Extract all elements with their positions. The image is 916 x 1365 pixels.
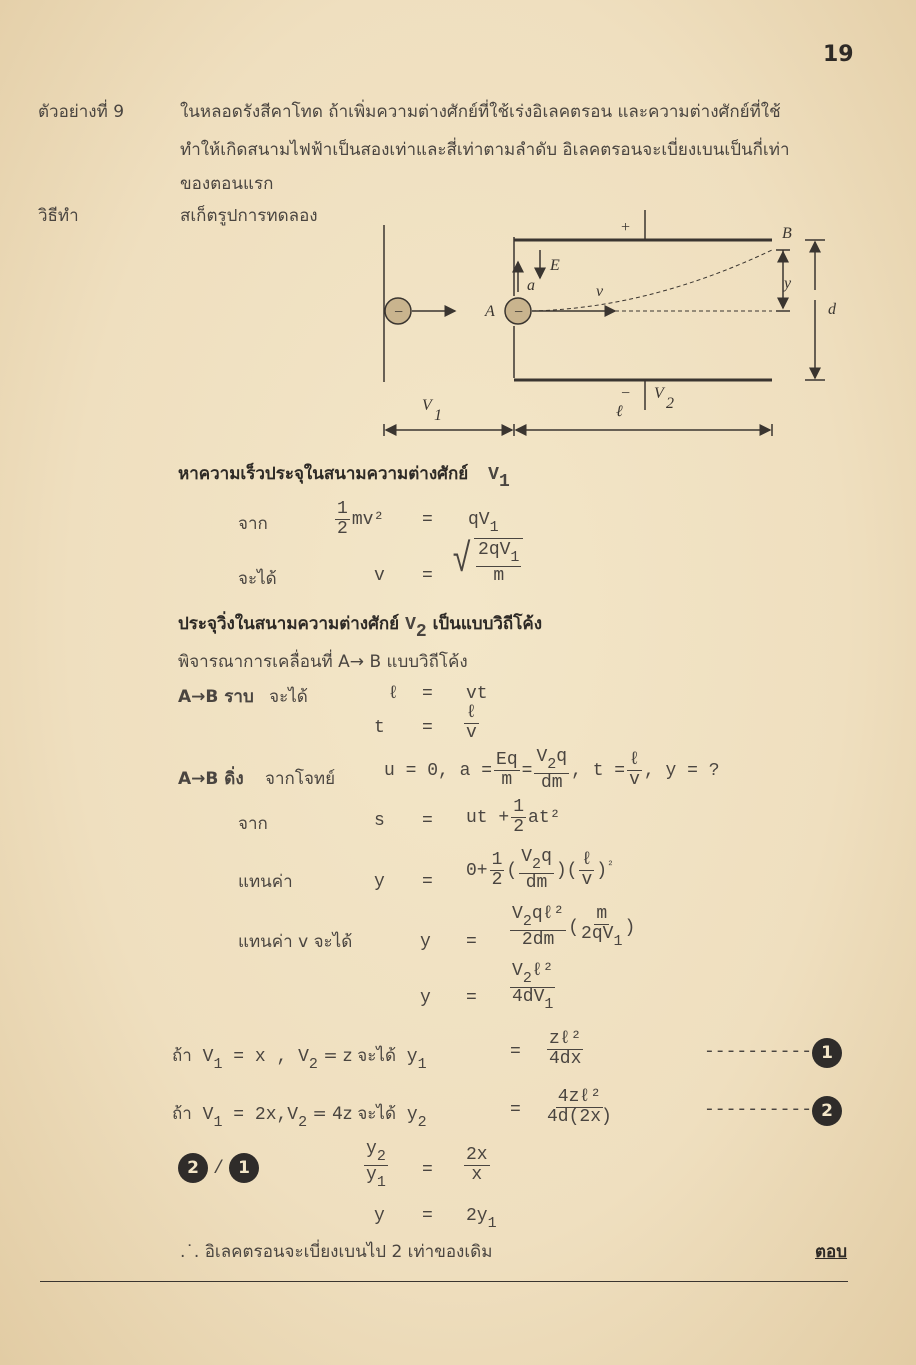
- kin-half-d: 2: [513, 816, 525, 837]
- text-fragment: [362, 1140, 390, 1191]
- diagram-V1-sub: 1: [434, 407, 442, 424]
- text-fragment: [534, 748, 569, 774]
- diagram-V2: V: [654, 385, 664, 402]
- sub1-fn: V: [521, 847, 533, 867]
- res-ds: 1: [544, 995, 554, 1013]
- horizontal-get: จะได้: [269, 687, 308, 707]
- text-fragment: [466, 798, 560, 837]
- ratio-lds: 1: [376, 1173, 386, 1191]
- text-fragment: [335, 500, 350, 539]
- case-2: [172, 1100, 427, 1131]
- text-fragment: [547, 1088, 612, 1127]
- kin-at: at²: [528, 808, 561, 829]
- text-fragment: [364, 1140, 388, 1166]
- page-number: 19: [823, 42, 854, 67]
- sub2-y: y: [420, 932, 431, 952]
- step1-eq1-lhs-rest: mv²: [351, 510, 385, 531]
- sub2-mn: m: [596, 904, 608, 924]
- vertical-tail: , y = ?: [643, 761, 720, 782]
- res-ns: 2: [522, 970, 532, 987]
- consider-line: พิจารณาการเคลื่อนที่ A→ B แบบวิถีโค้ง: [178, 652, 468, 672]
- text-fragment: [476, 541, 521, 567]
- sub1-y: y: [374, 872, 385, 892]
- text-fragment: [464, 1146, 490, 1185]
- text-fragment: [462, 704, 481, 743]
- ratio-slash: /: [213, 1159, 224, 1179]
- step1-eq: =: [510, 1100, 521, 1120]
- step2-heading-var: V: [405, 615, 416, 635]
- text-fragment: [510, 962, 555, 1013]
- step1-heading-sub: 1: [498, 472, 510, 492]
- step2-heading: ประจุวิ่งในสนามความต่างศักย์: [178, 614, 400, 634]
- ratio-ld: y: [366, 1164, 377, 1185]
- diagram-minus: −: [620, 385, 631, 402]
- ratio-lns: 2: [376, 1148, 386, 1165]
- case2-end: = 4z จะได้: [307, 1104, 397, 1124]
- text-fragment: [534, 748, 569, 793]
- step1-eq: =: [422, 872, 433, 892]
- ratio-c2: 2: [178, 1153, 208, 1183]
- horizontal-vt: vt: [466, 684, 488, 704]
- solution-label: วิธีทำ: [38, 206, 79, 226]
- footer-rule: [40, 1281, 848, 1282]
- sketch-caption: สเก็ตรูปการทดลอง: [180, 206, 318, 226]
- vertical-given: u = 0, a = $\frac{Eq}{m}$ = $\frac{V_2q}{dm}$ , t = ℓ v , y = ?: [384, 747, 720, 793]
- case1-n: zℓ²: [549, 1029, 582, 1049]
- sub1-label: แทนค่า: [238, 872, 293, 892]
- case2-n: 4zℓ²: [557, 1087, 602, 1107]
- res-n: V: [512, 961, 523, 981]
- trajectory-curve: [532, 250, 772, 311]
- step1-heading: หาความเร็วประจุในสนามความต่างศักย์: [178, 464, 469, 484]
- vertical-f3d: v: [629, 769, 640, 790]
- step1-eq: =: [466, 988, 477, 1008]
- step1-eq2-den: m: [493, 565, 505, 586]
- case2-if: ถ้า: [172, 1104, 192, 1124]
- conclusion: .˙. อิเลคตรอนจะเบี่ยงเบนไป 2 เท่าของเดิม: [180, 1242, 493, 1262]
- vertical-f3n: ℓ: [629, 749, 640, 770]
- diagram-v: v: [596, 283, 604, 300]
- text-fragment: [519, 848, 554, 874]
- text-fragment: √: [452, 538, 472, 584]
- problem-line-2: ทำให้เกิดสนามไฟฟ้าเป็นสองเท่าและสี่เท่าตามลำดับ อิเลคตรอนจะเบี่ยงเบนเป็นกี่เท่า: [180, 140, 790, 160]
- horizontal-l: ℓ: [388, 684, 399, 704]
- sub2-n: V: [512, 904, 523, 924]
- case1-end: = z จะได้: [317, 1046, 396, 1066]
- ratio-r: 2y: [466, 1206, 488, 1226]
- ratio-label: [178, 1153, 259, 1183]
- step1-sub1: 1: [510, 549, 520, 566]
- vertical-label: A→B ดิ่ง: [178, 769, 244, 789]
- case2-dash: ----------: [704, 1100, 813, 1120]
- problem-line-1: ในหลอดรังสีคาโทด ถ้าเพิ่มความต่างศักย์ที่ใช้เร่งอิเลคตรอน และความต่างศักย์ที่ใช้: [180, 102, 781, 122]
- diagram-d: d: [828, 301, 836, 318]
- diagram-plus: +: [620, 219, 631, 236]
- text-fragment: [547, 1030, 583, 1069]
- diagram-E: E: [550, 257, 560, 274]
- case1-y: y: [406, 1047, 418, 1067]
- from-label: จาก: [238, 514, 268, 534]
- horizontal-t: t: [374, 718, 385, 738]
- diagram-charge: −: [393, 304, 404, 321]
- case-1: [172, 1042, 427, 1073]
- kin-from: จาก: [238, 814, 268, 834]
- sub2-mds: 1: [613, 932, 623, 950]
- sub1-ld: v: [581, 869, 593, 890]
- vertical-t: , t =: [571, 761, 626, 782]
- sub1-fq: q: [541, 847, 552, 867]
- text-fragment: [466, 1206, 497, 1232]
- sub2-md: 2qV: [581, 923, 614, 944]
- sub2-ns: 2: [522, 913, 532, 930]
- diagram-V2-sub: 2: [666, 395, 674, 412]
- sub1-half-n: 1: [491, 849, 503, 870]
- step1-heading-var: V: [488, 465, 499, 485]
- answer-label: ตอบ: [815, 1242, 848, 1262]
- step1-eq1-lhs-num: 1: [337, 499, 348, 519]
- text-fragment: [581, 925, 622, 950]
- text-fragment: [581, 905, 622, 950]
- case2-d: 4d(2x): [547, 1106, 612, 1127]
- horizontal-den: v: [466, 722, 477, 743]
- vertical-f2d: dm: [540, 772, 563, 793]
- equation-marker-2: 2: [812, 1096, 842, 1126]
- kin-s: s: [374, 811, 385, 831]
- diagram-B: B: [782, 225, 792, 242]
- text-fragment: [476, 541, 521, 586]
- kin-rhs: ut +: [466, 808, 510, 829]
- case1-dash: ----------: [704, 1042, 813, 1062]
- diagram-a: a: [527, 277, 535, 294]
- equation-marker-1: 1: [812, 1038, 842, 1068]
- step1-eq1-lhs-den: 2: [337, 518, 348, 539]
- kin-half-n: 1: [513, 797, 525, 817]
- diagram-charge: −: [513, 304, 524, 321]
- text-fragment: [494, 751, 520, 790]
- example-label: ตัวอย่างที่ 9: [38, 102, 125, 122]
- diagram-y: y: [784, 275, 792, 292]
- text-fragment: [364, 1140, 388, 1191]
- step1-eq: =: [422, 1160, 433, 1180]
- case2-s1: 1: [213, 1114, 223, 1131]
- ratio-rn: 2x: [466, 1145, 488, 1165]
- text-fragment: [545, 1030, 585, 1069]
- step1-eq: =: [466, 932, 477, 952]
- problem-line-3: ของตอนแรก: [180, 174, 274, 194]
- step1-eq: =: [422, 1206, 433, 1226]
- step1-eq: =: [422, 718, 433, 738]
- text-fragment: [464, 704, 479, 743]
- step1-eq: =: [422, 811, 433, 831]
- step1-eq: =: [510, 1042, 521, 1062]
- ratio-rs: 1: [487, 1215, 497, 1232]
- step1-eq1-rhs: qV: [468, 510, 490, 530]
- case1-ys: 1: [417, 1056, 427, 1073]
- step2-heading-sub: 2: [415, 622, 427, 642]
- text-fragment: 0+ $\frac{1}{2}$ ( $\frac{V_2q}{dm}$ )( ℓ v )$^{^2}$: [466, 847, 614, 893]
- step1-eq: =: [422, 566, 433, 586]
- res-y: y: [420, 988, 431, 1008]
- sub2-nt: qℓ²: [531, 904, 565, 924]
- text-fragment: [508, 962, 557, 1013]
- diagram-V1: V: [422, 397, 432, 414]
- sub1-ln: ℓ: [581, 849, 593, 870]
- case1-if: ถ้า: [172, 1046, 192, 1066]
- text-fragment: [366, 1166, 386, 1191]
- case2-s2: 2: [298, 1114, 308, 1131]
- text-fragment: [510, 905, 566, 950]
- text-fragment: $V_2q\ell^2$ 2dm ( $\frac{m}{2qV_1}$ ): [512, 904, 636, 950]
- horizontal-num: ℓ: [466, 703, 477, 723]
- text-fragment: [510, 905, 566, 931]
- velocity-sqrt: [450, 538, 523, 586]
- res-d: 4dV: [512, 986, 545, 1007]
- step1-heading: [178, 460, 510, 492]
- vertical-f2n: V: [536, 747, 548, 767]
- step1-eq2-num: 2qV: [478, 540, 511, 560]
- text-fragment: [490, 851, 505, 890]
- sub1-fs: 2: [532, 856, 542, 873]
- text-fragment: [474, 538, 523, 586]
- ratio-y: y: [374, 1206, 385, 1226]
- vertical-given: จากโจทย์: [265, 769, 336, 789]
- step2-heading-tail: เป็นแบบวิถีโค้ง: [432, 614, 543, 634]
- experiment-diagram: [0, 0, 916, 460]
- ratio-ln: y: [366, 1139, 377, 1159]
- case2-y: y: [406, 1105, 418, 1125]
- text-fragment: [178, 683, 308, 710]
- text-fragment: [178, 765, 335, 792]
- text-fragment: [545, 1088, 614, 1127]
- text-fragment: [627, 751, 642, 790]
- text-fragment: [462, 1146, 492, 1185]
- text-fragment: [579, 851, 594, 890]
- case1-text: V: [202, 1047, 214, 1067]
- case1-d: 4dx: [549, 1048, 582, 1069]
- vertical-f2q: q: [556, 747, 568, 767]
- step1-eq: =: [422, 510, 433, 530]
- case2-ys: 2: [417, 1114, 427, 1131]
- sub1-sq: ²: [607, 860, 614, 873]
- diagram-l: ℓ: [616, 403, 623, 420]
- vertical-f1d: m: [501, 769, 513, 790]
- case1-s1: 1: [213, 1056, 223, 1073]
- text-fragment: [384, 210, 825, 436]
- energy-eq-lhs: [333, 500, 384, 539]
- vertical-u: u = 0, a =: [384, 761, 493, 782]
- case2-text: V: [202, 1105, 214, 1125]
- res-nt: ℓ²: [531, 961, 554, 981]
- step2-heading: [178, 610, 542, 642]
- energy-eq-rhs: [468, 510, 499, 536]
- sub1-half-d: 2: [491, 869, 503, 890]
- text-fragment: [510, 962, 555, 988]
- vertical-f2s: 2: [547, 756, 557, 773]
- text-fragment: [511, 798, 526, 837]
- vertical-f1n: Eq: [496, 749, 518, 770]
- case1-s2: 2: [308, 1056, 318, 1073]
- diagram-A: A: [485, 303, 495, 320]
- sub1-fd: dm: [525, 872, 548, 893]
- ratio-c1: 1: [229, 1153, 259, 1183]
- sub2-label: แทนค่า v จะได้: [238, 932, 353, 952]
- step1-get: จะได้: [238, 569, 277, 589]
- step1-sub1: 1: [489, 519, 499, 536]
- case2-mid: = 2x,V: [222, 1105, 299, 1125]
- text-fragment: [519, 848, 554, 893]
- sub1-pre: 0+: [466, 861, 488, 882]
- horizontal-label: A→B ราบ: [178, 687, 254, 707]
- sub2-d: 2dm: [521, 929, 555, 950]
- text-fragment: [512, 988, 553, 1013]
- step1-eq: =: [422, 684, 433, 704]
- ratio-rd: x: [471, 1164, 483, 1185]
- case1-mid: = x , V: [222, 1047, 309, 1067]
- step1-eq2-lhs: v: [374, 566, 385, 586]
